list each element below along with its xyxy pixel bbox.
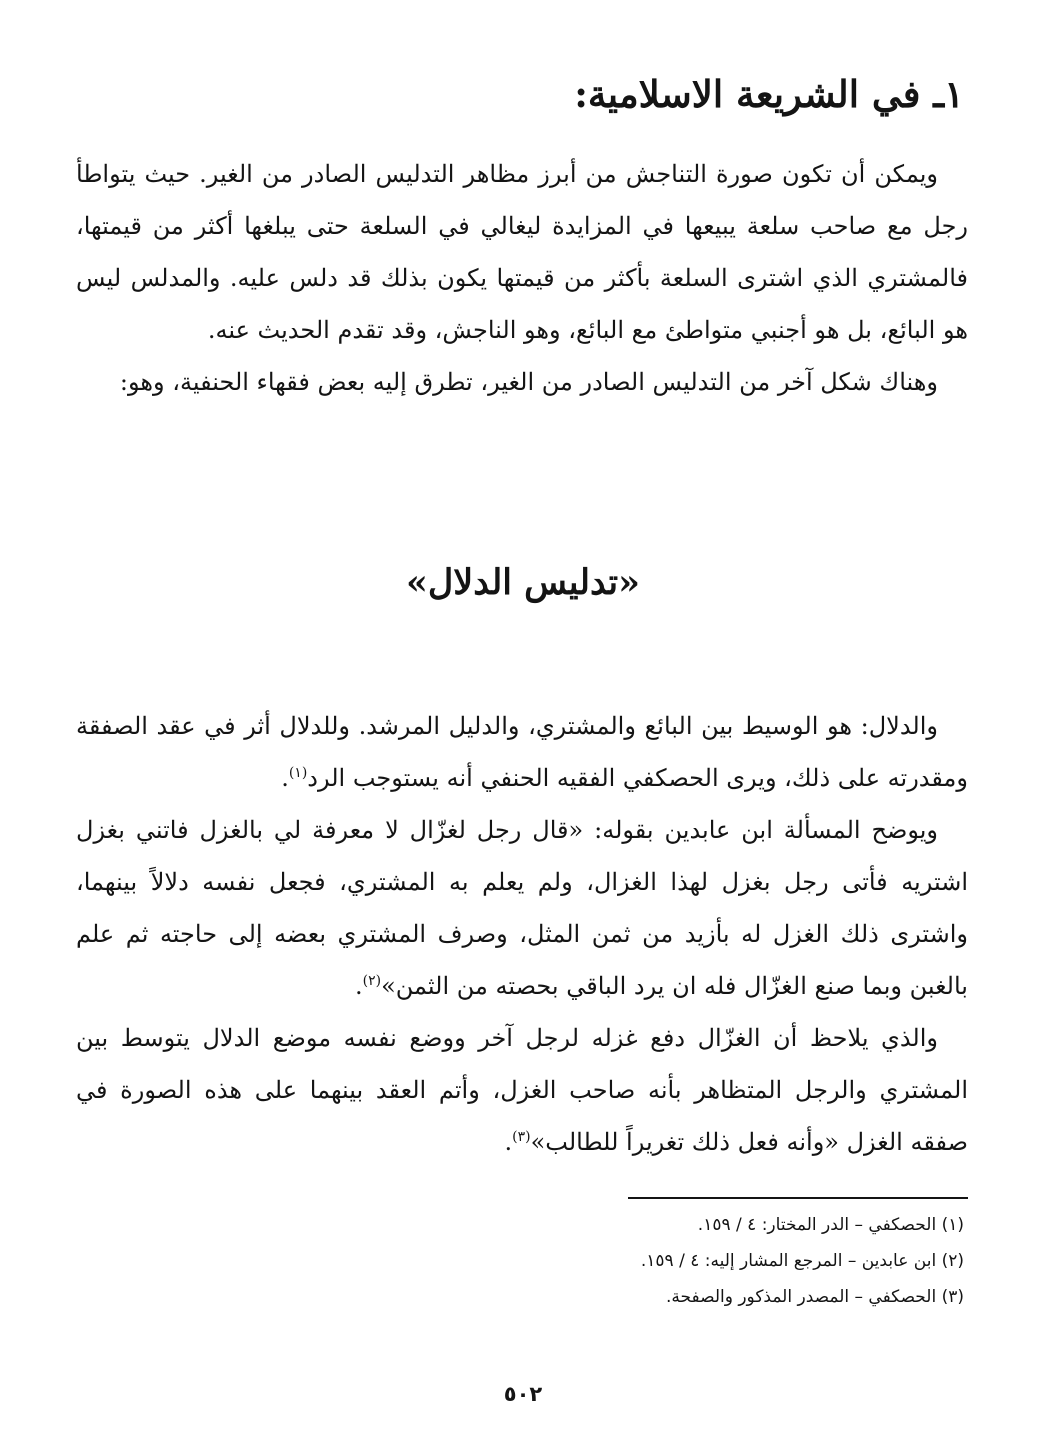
footnote: (٢) ابن عابدين – المرجع المشار إليه: ٤ / ١٥٩. bbox=[640, 1251, 964, 1271]
intro-text bbox=[76, 148, 968, 408]
paragraph-text: والدلال: هو الوسيط بين البائع والمشتري، والدليل المرشد. وللدلال أثر في عقد الصفقة ومقدرته على ذلك، ويرى الحصكفي الفقيه الحنفي أنه يستوجب الرد bbox=[76, 712, 968, 792]
footnote-divider bbox=[628, 1197, 968, 1199]
body-text bbox=[76, 700, 968, 1168]
body-paragraph bbox=[76, 700, 968, 804]
subheading-dallal: «تدليس الدلال» bbox=[405, 562, 641, 603]
footnote: (٣) الحصكفي – المصدر المذكور والصفحة. bbox=[666, 1287, 964, 1307]
page-number: ٥٠٢ bbox=[503, 1382, 543, 1406]
footnote-ref: (٢) bbox=[362, 973, 382, 989]
section-heading: ١ـ في الشريعة الاسلامية: bbox=[574, 72, 964, 116]
paragraph-text: ويوضح المسألة ابن عابدين بقوله: «قال رجل لغزّال لا معرفة لي بالغزل فاتني بغزل اشتريه فأتى رجل بغزل لهذا الغزال، ولم يعلم به المشتري، فجعل نفسه دلالاً بينهما، واشترى ذلك الغزل له بأزيد من ثمن المثل، وصرف المشتري بعضه إلى حاجته ثم علم بالغبن وبما صنع الغزّال فله ان يرد الباقي بحصته من الثمن» bbox=[76, 816, 969, 1000]
body-paragraph bbox=[76, 1012, 968, 1168]
paragraph-end: . bbox=[354, 972, 363, 1000]
footnotes-list bbox=[324, 1207, 964, 1315]
intro-paragraph: ويمكن أن تكون صورة التناجش من أبرز مظاهر التدليس الصادر من الغير. حيث يتواطأ رجل مع صاحب سلعة يبيعها في المزايدة ليغالي في السلعة حتى يبلغها أكثر من قيمتها، فالمشتري الذي اشترى السلعة بأكثر من قيمتها يكون بذلك قد دلس عليه. والمدلس ليس هو البائع، بل هو أجنبي متواطئ مع البائع، وهو الناجش، وقد تقدم الحديث عنه. bbox=[76, 160, 968, 344]
body-paragraph bbox=[76, 804, 968, 1012]
footnote-ref: (١) bbox=[288, 765, 308, 781]
intro-paragraph: وهناك شكل آخر من التدليس الصادر من الغير، تطرق إليه بعض فقهاء الحنفية، وهو: bbox=[119, 368, 938, 396]
paragraph-end: . bbox=[504, 1128, 513, 1156]
footnote-ref: (٣) bbox=[512, 1129, 531, 1145]
footnote: (١) الحصكفي – الدر المختار: ٤ / ١٥٩. bbox=[697, 1215, 964, 1235]
paragraph-text: والذي يلاحظ أن الغزّال دفع غزله لرجل آخر ووضع نفسه موضع الدلال يتوسط بين المشتري والرجل المتظاهر بأنه صاحب الغزل، وأتم العقد بينهما على هذه الصورة في صفقه الغزل «وأنه فعل ذلك تغريراً للطالب» bbox=[76, 1024, 968, 1156]
paragraph-end: . bbox=[281, 764, 289, 792]
